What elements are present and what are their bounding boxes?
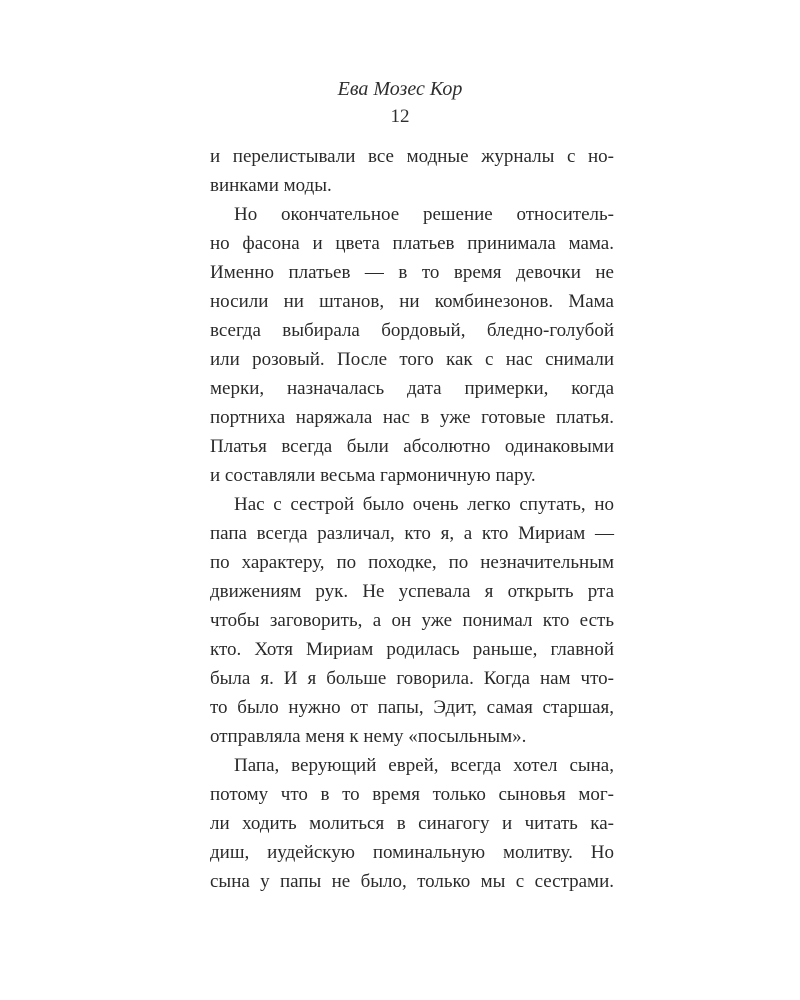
text-line: носили ни штанов, ни комбинезонов. Мама <box>210 291 614 312</box>
text-line: портниха наряжала нас в уже готовые платья. <box>210 407 614 428</box>
text-line: Папа, верующий еврей, всегда хотел сына, <box>234 755 614 776</box>
text-line: то было нужно от папы, Эдит, самая старшая, <box>210 697 614 718</box>
text-line: диш, иудейскую поминальную молитву. Но <box>210 842 614 863</box>
text-line: ли ходить молиться в синагогу и читать ка- <box>210 813 614 834</box>
text-line: Именно платьев — в то время девочки не <box>210 262 614 283</box>
text-line: чтобы заговорить, а он уже понимал кто есть <box>210 610 614 631</box>
text-line: по характеру, по походке, по незначительным <box>210 552 614 573</box>
text-line: отправляла меня к нему «посыльным». <box>210 726 527 747</box>
text-line: мерки, назначалась дата примерки, когда <box>210 378 614 399</box>
text-line: сына у папы не было, только мы с сестрами. <box>210 871 614 892</box>
text-line: потому что в то время только сыновья мог- <box>210 784 614 805</box>
text-line: папа всегда различал, кто я, а кто Мириам — <box>210 523 614 544</box>
text-line: но фасона и цвета платьев принимала мама. <box>210 233 614 254</box>
body-text <box>210 142 614 896</box>
text-line: и составляли весьма гармоничную пару. <box>210 465 536 486</box>
text-line: Но окончательное решение относитель- <box>234 204 614 225</box>
text-line: движениям рук. Не успевала я открыть рта <box>210 581 614 602</box>
text-line: винками моды. <box>210 175 332 196</box>
text-line: Платья всегда были абсолютно одинаковыми <box>210 436 614 457</box>
text-line: кто. Хотя Мириам родилась раньше, главной <box>210 639 614 660</box>
text-line: или розовый. После того как с нас снимали <box>210 349 614 370</box>
text-line: была я. И я больше говорила. Когда нам что- <box>210 668 614 689</box>
text-line: всегда выбирала бордовый, бледно-голубой <box>210 320 614 341</box>
text-line: и перелистывали все модные журналы с но- <box>210 146 614 167</box>
text-line: Нас с сестрой было очень легко спутать, но <box>234 494 614 515</box>
page-number: 12 <box>390 106 410 127</box>
running-head-author: Ева Мозес Кор <box>337 78 463 100</box>
